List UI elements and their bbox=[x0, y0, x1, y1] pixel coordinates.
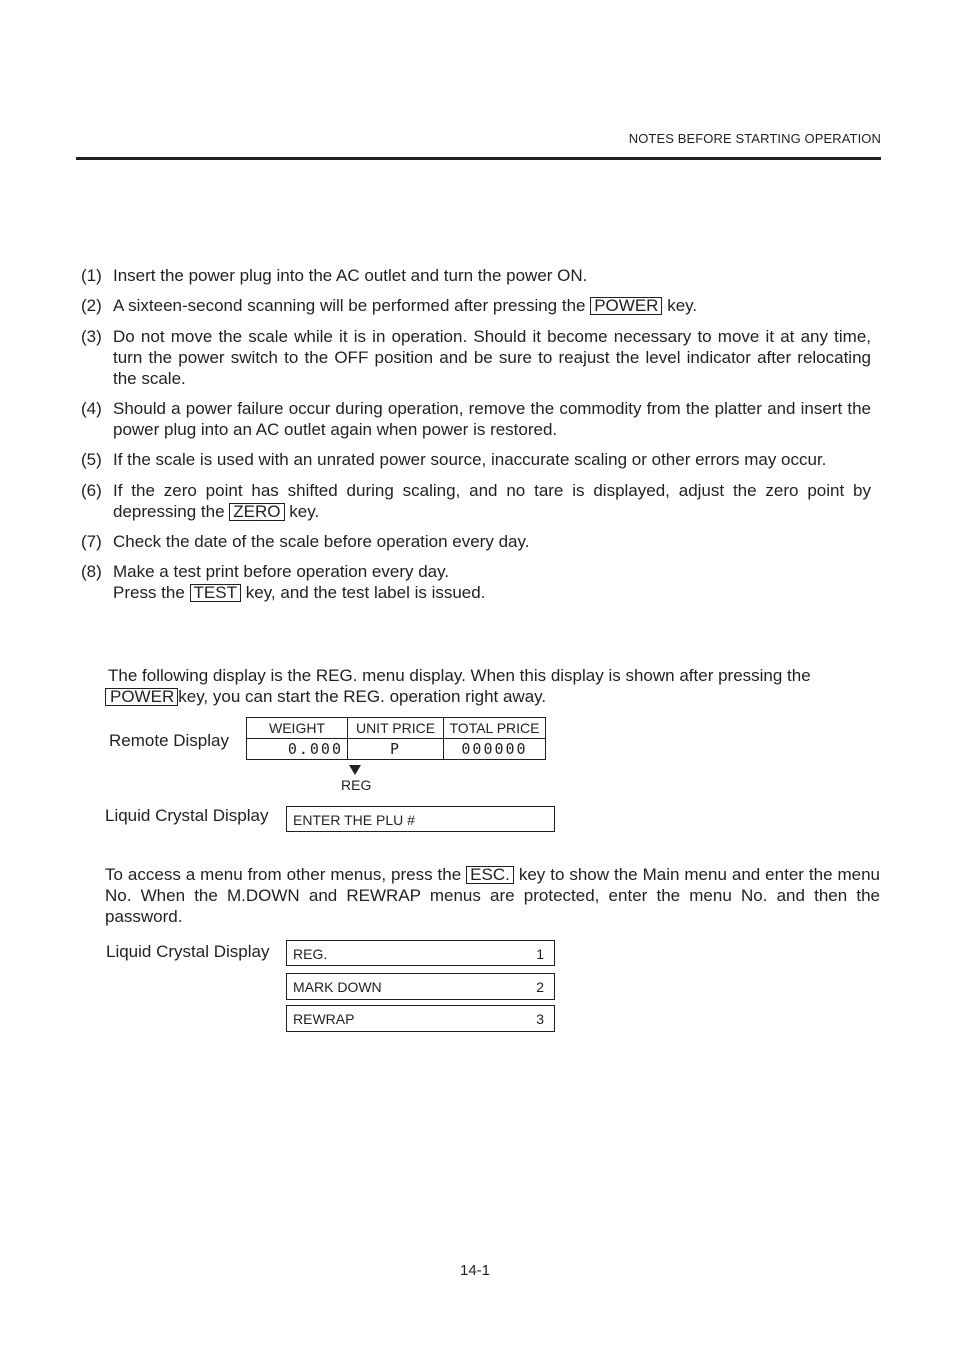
menu-item-number: 2 bbox=[536, 979, 544, 995]
note-item bbox=[81, 326, 871, 389]
menu-item-number: 1 bbox=[536, 946, 544, 962]
note-item bbox=[81, 561, 871, 603]
reg-intro bbox=[107, 665, 871, 707]
note-text: Do not move the scale while it is in operation. Should it become necessary to move it at any time, turn the power switch to the OFF position and be sure to reajust the level indicator after relocating the scale. bbox=[113, 327, 871, 388]
power-key: POWER bbox=[590, 297, 662, 315]
note-number: (2) bbox=[81, 296, 102, 315]
remote-display bbox=[246, 717, 546, 760]
note-text: If the scale is used with an unrated power source, inaccurate scaling or other errors may occur. bbox=[113, 450, 827, 469]
header-rule bbox=[76, 157, 881, 160]
menu-item-label: MARK DOWN bbox=[293, 979, 382, 995]
note-number: (8) bbox=[81, 562, 102, 581]
note-item bbox=[81, 480, 871, 522]
note-item bbox=[81, 295, 871, 316]
test-key: TEST bbox=[190, 584, 241, 602]
note-number: (3) bbox=[81, 327, 102, 346]
note-number: (5) bbox=[81, 450, 102, 469]
lcd-text: ENTER THE PLU # bbox=[293, 812, 415, 828]
note-text-after: key, and the test label is issued. bbox=[245, 583, 486, 602]
lcd-label: Liquid Crystal Display bbox=[106, 942, 270, 961]
total-price-header: TOTAL PRICE bbox=[444, 718, 546, 739]
note-item bbox=[81, 398, 871, 440]
note-number: (6) bbox=[81, 481, 102, 500]
esc-key: ESC. bbox=[466, 866, 514, 884]
note-text-before: Press the bbox=[113, 583, 185, 602]
indicator-triangle-icon bbox=[349, 765, 361, 775]
note-text: Should a power failure occur during operation, remove the commodity from the platter and insert the power plug into an AC outlet again when power is restored. bbox=[113, 399, 871, 439]
note-item bbox=[81, 265, 871, 286]
lcd-label: Liquid Crystal Display bbox=[105, 806, 269, 825]
total-price-value: 000000 bbox=[444, 739, 546, 760]
note-text bbox=[113, 480, 871, 522]
note-item bbox=[81, 531, 871, 552]
unit-price-header: UNIT PRICE bbox=[348, 718, 444, 739]
note-text-after: key. bbox=[667, 296, 698, 315]
note-number: (4) bbox=[81, 399, 102, 418]
note-text-before: A sixteen-second scanning will be performed after pressing the bbox=[113, 296, 586, 315]
lcd-display bbox=[286, 806, 555, 832]
weight-header: WEIGHT bbox=[247, 718, 348, 739]
note-item bbox=[81, 449, 871, 470]
menu-item-label: REWRAP bbox=[293, 1011, 355, 1027]
note-text-after: key. bbox=[289, 502, 320, 521]
section-header: NOTES BEFORE STARTING OPERATION bbox=[628, 131, 881, 146]
menu-intro-before: To access a menu from other menus, press the bbox=[105, 865, 462, 884]
reg-intro-before: The following display is the REG. menu display. When this display is shown after pressing the bbox=[108, 666, 811, 685]
menu-item-label: REG. bbox=[293, 946, 328, 962]
menu-item-mark-down bbox=[286, 973, 555, 1000]
note-text-line1: Make a test print before operation every day. bbox=[113, 562, 450, 581]
reg-intro-after: key, you can start the REG. operation right away. bbox=[178, 687, 547, 706]
reg-indicator-label: REG bbox=[341, 777, 372, 793]
note-number: (1) bbox=[81, 266, 102, 285]
remote-display-label: Remote Display bbox=[109, 731, 229, 750]
page-number: 14-1 bbox=[460, 1262, 491, 1279]
note-text bbox=[113, 561, 871, 603]
note-text: Check the date of the scale before operation every day. bbox=[113, 532, 530, 551]
zero-key: ZERO bbox=[229, 503, 284, 521]
unit-price-value: P bbox=[348, 739, 444, 760]
note-text: Insert the power plug into the AC outlet and turn the power ON. bbox=[113, 266, 588, 285]
note-number: (7) bbox=[81, 532, 102, 551]
menu-item-reg bbox=[286, 940, 555, 966]
menu-intro bbox=[105, 864, 880, 927]
note-text-line2 bbox=[113, 582, 871, 603]
note-text bbox=[113, 295, 871, 316]
menu-item-rewrap bbox=[286, 1005, 555, 1032]
power-key: POWER bbox=[105, 688, 178, 706]
menu-intro-after: key to show the Main menu and enter the menu No. When the M.DOWN and REWRAP menus are protected, enter the menu No. and then the password. bbox=[105, 865, 880, 926]
menu-item-number: 3 bbox=[536, 1011, 544, 1027]
note-text-before: If the zero point has shifted during scaling, and no tare is displayed, adjust the zero point by depressing the bbox=[113, 481, 871, 521]
weight-value: 0.000 bbox=[247, 739, 348, 760]
